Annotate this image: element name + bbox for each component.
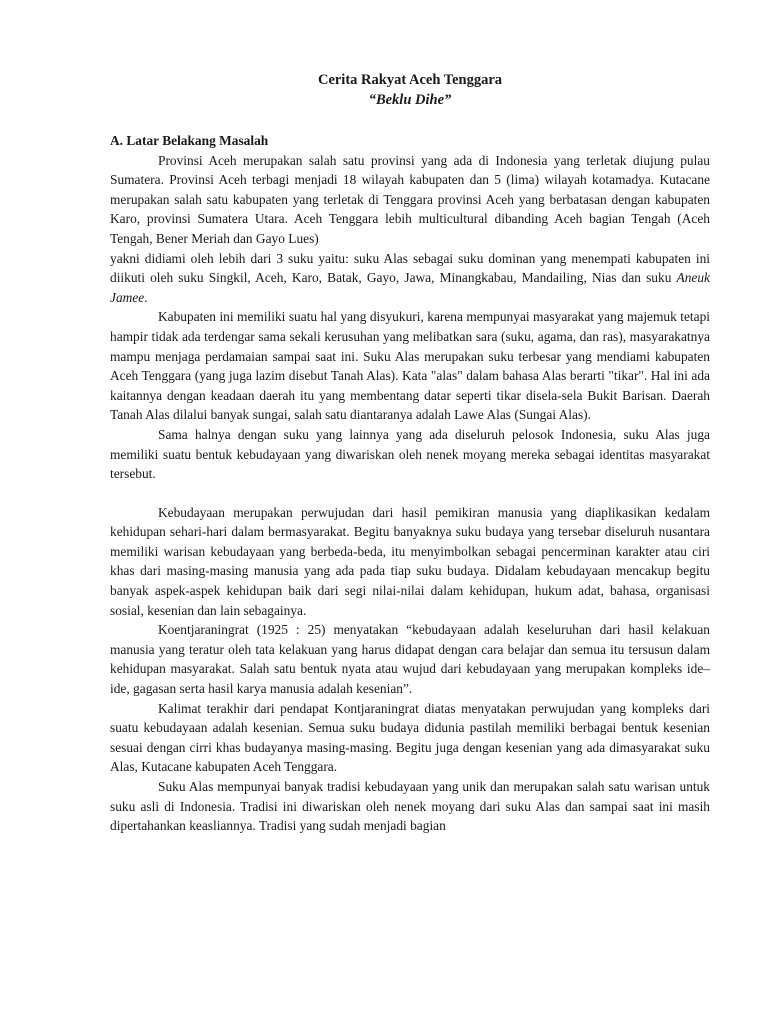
- paragraph-4: Sama halnya dengan suku yang lainnya yang ada diseluruh pelosok Indonesia, suku Alas juga memiliki suatu bentuk kebudayaan yang diwariskan oleh nenek moyang mereka sebagai identitas masyarakat tersebut.: [110, 426, 710, 482]
- document-title: Cerita Rakyat Aceh Tenggara: [317, 72, 503, 88]
- document-subtitle: “Beklu Dihe”: [368, 92, 452, 108]
- paragraph-2: yakni didiami oleh lebih dari 3 suku yaitu: suku Alas sebagai suku dominan yang menempati kabupaten ini diikuti oleh suku Singkil, Aceh, Karo, Batak, Gayo, Jawa, Minangkabau, Mandailing, Nias dan suku Aneuk Jamee.: [110, 250, 710, 305]
- paragraph-6: Koentjaraningrat (1925 : 25) menyatakan “kebudayaan adalah keseluruhan dari hasil kelakuan manusia yang teratur oleh tata kelakuan yang harus didapat dengan cara belajar dan semua itu tersusun dalam kehidupan masyarakat. Salah satu bentuk nyata atau wujud dari kebudayaan yang merupakan kompleks ide–ide, gagasan serta hasil karya manusia adalah kesenian”.: [110, 622, 710, 697]
- paragraph-7: Kalimat terakhir dari pendapat Kontjaraningrat diatas menyatakan perwujudan yang kompleks dari suatu kebudayaan adalah kesenian. Semua suku budaya didunia pastilah memiliki berbagai bentuk kesenian sesuai dengan cirri khas budayanya masing-masing. Begitu juga dengan kesenian yang ada dimasyarakat suku Alas, Kutacane kabupaten Aceh Tenggara.: [110, 700, 710, 775]
- section-heading: A. Latar Belakang Masalah: [110, 133, 269, 148]
- paragraph-3: Kabupaten ini memiliki suatu hal yang disyukuri, karena mempunyai masyarakat yang majemuk tetapi hampir tidak ada terdengar sama sekali kerusuhan yang melibatkan sara (suku, agama, dan ras), masyarakatnya mampu menjaga perdamaian sampai saat ini. Suku Alas merupakan suku terbesar yang mendiami kabupaten Aceh Tenggara (yang juga lazim disebut Tanah Alas). Kata "alas" dalam bahasa Alas berarti "tikar". Hal ini ada kaitannya dengan keadaan daerah itu yang membentang datar seperti tikar disela-sela Bukit Barisan. Daerah Tanah Alas dilalui banyak sungai, salah satu diantaranya adalah Lawe Alas (Sungai Alas).: [110, 309, 710, 423]
- paragraph-2-text: yakni didiami oleh lebih dari 3 suku yaitu: suku Alas sebagai suku dominan yang menempati kabupaten ini diikuti oleh suku Singkil, Aceh, Karo, Batak, Gayo, Jawa, Minangkabau, Mandailing, Nias dan suku: [110, 250, 710, 286]
- document-page: [110, 70, 710, 836]
- paragraph-8: Suku Alas mempunyai banyak tradisi kebudayaan yang unik dan merupakan salah satu warisan untuk suku asli di Indonesia. Tradisi ini diwariskan oleh nenek moyang dari suku Alas dan sampai saat ini masih dipertahankan keasliannya. Tradisi yang sudah menjadi bagian: [110, 779, 710, 834]
- paragraph-1: Provinsi Aceh merupakan salah satu provinsi yang ada di Indonesia yang terletak diujung pulau Sumatera. Provinsi Aceh terbagi menjadi 18 wilayah kabupaten dan 5 (lima) wilayah kotamadya. Kutacane merupakan salah satu kabupaten yang terletak di Tenggara provinsi Aceh yang berbatasan dengan kabupaten Karo, provinsi Sumatera Utara. Aceh Tenggara lebih multicultural dibanding Aceh bagian Tengah (Aceh Tengah, Bener Meriah dan Gayo Lues): [110, 152, 710, 246]
- paragraph-2-emphasis: Aneuk Jamee: [110, 270, 710, 305]
- paragraph-5: Kebudayaan merupakan perwujudan dari hasil pemikiran manusia yang diaplikasikan kedalam kehidupan sehari-hari dalam bermasyarakat. Begitu banyaknya suku budaya yang tersebar diseluruh nusantara memiliki warisan kebudayaan yang berbeda-beda, itu menyimbolkan sebagai pencerminan karakter atau ciri khas dari masing-masing manusia yang ada pada tiap suku budaya. Didalam kebudayaan mencakup begitu banyak aspek-aspek kehidupan baik dari segi nilai-nilai dalam kehidupan, hukum adat, bahasa, organisasi sosial, kesenian dan lain sebagainya.: [110, 504, 710, 618]
